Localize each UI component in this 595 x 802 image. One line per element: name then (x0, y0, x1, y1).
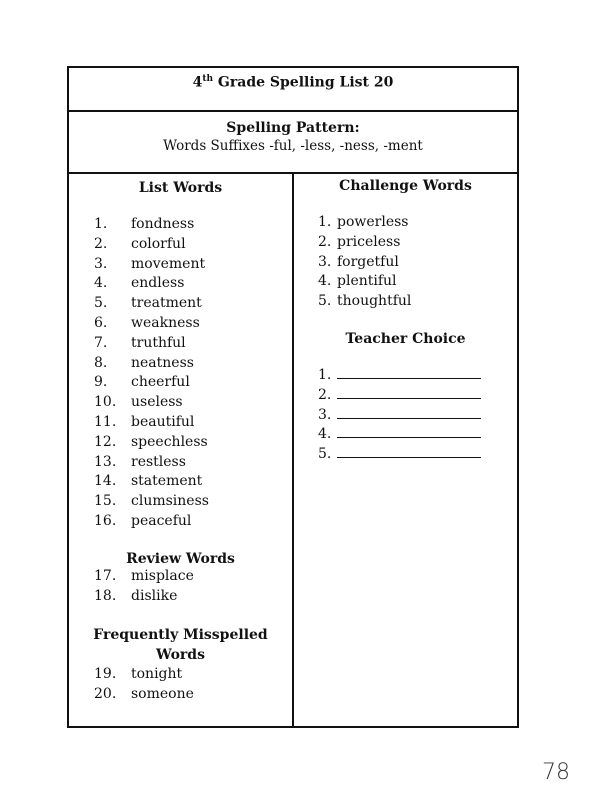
item-number: 3. (94, 255, 108, 272)
item-number: 15. (94, 493, 117, 510)
item-number: 19. (94, 666, 117, 683)
item-number: 17. (94, 567, 117, 584)
misspelled-words-list (69, 665, 292, 705)
review-words-list (69, 567, 292, 607)
spelling-word: fondness (131, 216, 195, 232)
spelling-word: forgetful (337, 253, 399, 270)
spelling-pattern-heading: Spelling Pattern: (226, 120, 360, 136)
item-number: 2. (318, 386, 332, 403)
item-number: 10. (94, 394, 117, 411)
list-item (94, 354, 292, 374)
item-number: 12. (94, 433, 117, 450)
item-number: 7. (94, 334, 108, 351)
item-number: 8. (94, 354, 108, 371)
spelling-word: speechless (131, 433, 208, 450)
item-number: 4. (94, 275, 108, 292)
list-item (94, 492, 292, 512)
teacher-choice-item (318, 445, 517, 465)
list-item (94, 393, 292, 413)
item-number: 2. (318, 233, 332, 250)
spelling-word: someone (131, 686, 194, 703)
blank-line (337, 366, 481, 379)
list-item (94, 314, 292, 334)
item-number: 5. (94, 295, 108, 312)
challenge-words-heading: Challenge Words (339, 178, 472, 194)
spelling-word: clumsiness (131, 493, 209, 510)
item-number: 4. (318, 426, 332, 443)
list-item (318, 292, 517, 312)
sheet-title: 4th Grade Spelling List 20 (69, 68, 517, 112)
right-column (294, 174, 517, 726)
misspelled-words-heading: Frequently Misspelled Words (93, 627, 268, 664)
spelling-word: useless (131, 394, 183, 411)
list-item (318, 272, 517, 292)
spelling-word: restless (131, 453, 186, 470)
spelling-word: endless (131, 275, 185, 292)
review-words-heading: Review Words (126, 550, 235, 567)
list-item (94, 235, 292, 255)
spelling-word: colorful (131, 235, 186, 252)
teacher-choice-heading: Teacher Choice (345, 330, 466, 347)
spelling-word: statement (131, 473, 203, 490)
teacher-choice-item (318, 425, 517, 445)
challenge-words-list (294, 213, 517, 312)
list-item (318, 253, 517, 273)
list-item (94, 453, 292, 473)
left-column (69, 174, 292, 726)
page-number: 78 (542, 760, 570, 785)
list-item (94, 685, 292, 705)
list-item (94, 665, 292, 685)
spelling-word: tonight (131, 666, 183, 683)
list-item (94, 215, 292, 235)
teacher-choice-item (318, 386, 517, 406)
spelling-word: priceless (337, 233, 401, 250)
item-number: 1. (94, 216, 108, 232)
list-item (318, 213, 517, 233)
teacher-choice-item (318, 406, 517, 426)
item-number: 11. (94, 413, 117, 430)
spelling-pattern-text: Words Suffixes -ful, -less, -ness, -ment (163, 138, 423, 154)
list-words-heading: List Words (138, 180, 223, 196)
blank-line (337, 425, 481, 438)
item-number: 3. (318, 406, 332, 423)
spelling-word: treatment (131, 295, 202, 312)
spelling-word: neatness (131, 354, 194, 371)
item-number: 2. (94, 235, 108, 252)
item-number: 14. (94, 473, 117, 490)
item-number: 4. (318, 273, 332, 290)
list-item (94, 274, 292, 294)
item-number: 16. (94, 512, 117, 529)
blank-line (337, 406, 481, 419)
item-number: 13. (94, 453, 117, 470)
item-number: 6. (94, 314, 108, 331)
blank-line (337, 445, 481, 458)
spelling-list-sheet (67, 66, 519, 728)
spelling-word: movement (131, 255, 206, 272)
spelling-word: truthful (131, 334, 186, 351)
blank-line (337, 386, 481, 399)
item-number: 20. (94, 686, 117, 703)
teacher-choice-list (294, 366, 517, 465)
list-item (94, 373, 292, 393)
item-number: 5. (318, 293, 332, 310)
item-number: 9. (94, 374, 108, 391)
spelling-word: beautiful (131, 413, 195, 430)
item-number: 3. (318, 253, 332, 270)
list-item (94, 334, 292, 354)
spelling-word: weakness (131, 314, 200, 331)
list-item (94, 413, 292, 433)
spelling-word: dislike (131, 587, 178, 604)
item-number: 1. (318, 214, 332, 230)
spelling-word: powerless (337, 214, 409, 230)
list-item (94, 512, 292, 532)
list-item (94, 587, 292, 607)
list-words-list (69, 215, 292, 532)
spelling-pattern-section (69, 112, 517, 174)
list-item (94, 255, 292, 275)
spelling-word: cheerful (131, 374, 190, 391)
item-number: 1. (318, 366, 332, 383)
list-item (94, 294, 292, 314)
spelling-word: plentiful (337, 273, 397, 290)
spelling-word: thoughtful (337, 293, 412, 310)
list-item (94, 567, 292, 587)
list-item (318, 233, 517, 253)
item-number: 5. (318, 446, 332, 463)
list-item (94, 433, 292, 453)
list-item (94, 472, 292, 492)
teacher-choice-item (318, 366, 517, 386)
spelling-word: peaceful (131, 512, 192, 529)
item-number: 18. (94, 587, 117, 604)
spelling-word: misplace (131, 567, 194, 584)
